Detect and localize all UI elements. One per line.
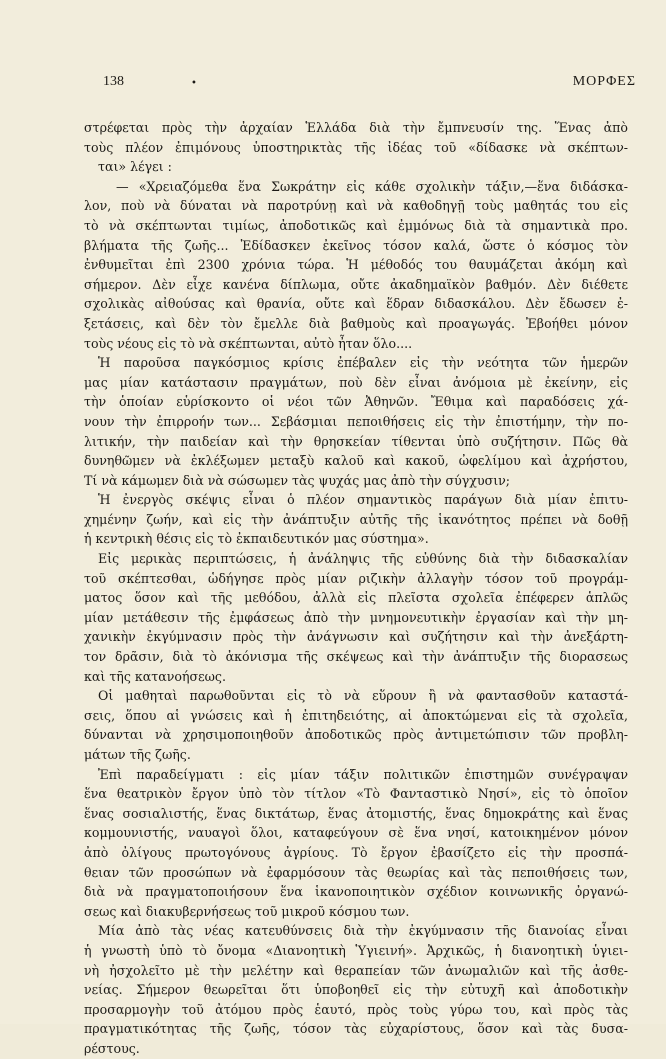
- text-line: Οἱ μαθηταὶ παρωθοῦνται εἰς τὸ νὰ εὕρουν ἢ νὰ φαντασθοῦν καταστά-: [98, 688, 628, 704]
- text-line: ματος ὅσον καὶ τῆς μεθόδου, ἀλλὰ εἰς πλεῖστα σχολεῖα ἐπέφερεν ἁπλῶς: [84, 590, 628, 606]
- text-line: τοὺς πλέον ἐπιμόνους ὑποστηρικτὰς τῆς ἰδέας τοῦ «δίδασκε νὰ σκέπτων-: [84, 139, 628, 155]
- text-line: δύνανται νὰ χρησιμοποιηθοῦν ἀποδοτικῶς πρὸς ἀντιμετώπισιν τῶν προβλη-: [84, 727, 628, 743]
- text-line: ξετάσεις, καὶ δὲν τὸν ἔμελλε διὰ βαθμοὺς καὶ προαγωγάς. Ἐβοήθει μόνον: [84, 315, 628, 331]
- text-line: στρέφεται πρὸς τὴν ἀρχαίαν Ἑλλάδα διὰ τὴν ἔμπνευσίν της. Ἕνας ἀπὸ: [84, 120, 628, 135]
- text-line: Τί νὰ κάμωμεν διὰ νὰ σώσωμεν τὰς ψυχάς μας ἀπὸ τὴν σύγχυσιν;: [84, 472, 511, 488]
- header-mark: •: [191, 78, 197, 89]
- text-line: προσαρμογὴν τοῦ ἀτόμου πρὸς ἑαυτό, πρὸς τοὺς γύρω του, καὶ πρὸς τὰς: [84, 1001, 628, 1017]
- text-line: Ἐπὶ παραδείγματι : εἰς μίαν τάξιν πολιτικῶν ἐπιστημῶν συνέγραψαν: [98, 766, 628, 782]
- text-line: ἡ κεντρικὴ θέσις εἰς τὸ ἐκπαιδευτικόν μας σύστημα».: [84, 531, 429, 547]
- text-line: λιτικήν, τὴν παιδείαν καὶ τὴν θρησκείαν τίθενται ὑπὸ συζήτησιν. Πῶς θὰ: [84, 433, 628, 449]
- text-line: Ἡ παροῦσα παγκόσμιος κρίσις ἐπέβαλεν εἰς τὴν νεότητα τῶν ἡμερῶν: [98, 355, 628, 371]
- text-line: ἕνας σοσιαλιστής, ἕνας δικτάτωρ, ἕνας ἀτομιστής, ἕνας δημοκράτης καὶ ἕνας: [84, 805, 628, 821]
- text-line: μάτων τῆς ζωῆς.: [84, 747, 191, 762]
- text-line: τοὺς νέους εἰς τὸ νὰ σκέπτωνται, αὐτὸ ἦταν ὅλο....: [84, 335, 413, 351]
- text-line: ρέστους.: [84, 1040, 140, 1056]
- text-line: λον, ποὺ νὰ δύναται νὰ παροτρύνῃ καὶ νὰ καθοδηγῇ τοὺς μαθητάς του εἰς: [84, 198, 628, 214]
- text-line: βλήματα τῆς ζωῆς... Ἐδίδασκεν ἐκεῖνος τόσον καλά, ὥστε ὁ κόσμος τὸν: [84, 237, 628, 253]
- text-line: Μία ἀπὸ τὰς νέας κατευθύνσεις διὰ τὴν ἐκγύμνασιν τῆς διανοίας εἶναι: [98, 923, 628, 939]
- text-line: μας μίαν κατάστασιν πραγμάτων, ποὺ δὲν εἶναι ἀνόμοια μὲ ἐκείνην, εἰς: [84, 374, 628, 390]
- text-line: κομμουνιστής, ναυαγοὶ ὅλοι, καταφεύγουν σὲ ἕνα νησί, κατοικημένον μόνον: [84, 825, 628, 841]
- text-line: καὶ τῆς κατανοήσεως.: [84, 668, 226, 684]
- text-line: μίαν μετάθεσιν τῆς ἐμφάσεως ἀπὸ τὴν μνημονευτικὴν ἐργασίαν καὶ τὴν μη-: [84, 609, 628, 625]
- text-line: ἡ γνωστὴ ὑπὸ τὸ ὄνομα «Διανοητικὴ Ὑγιεινή». Ἀρχικῶς, ἡ διανοητικὴ ὑγιει-: [84, 942, 628, 958]
- text-line: τοῦ σκέπτεσθαι, ὡδήγησε πρὸς μίαν ριζικὴν ἀλλαγὴν τόσον τοῦ προγράμ-: [84, 570, 628, 586]
- text-line: νείας. Σήμερον θεωρεῖται ὅτι ὑποβοηθεῖ εἰς τὴν εὐτυχῆ καὶ ἀποδοτικὴν: [84, 982, 628, 998]
- text-line: τὴν ὁποίαν εὑρίσκοντο οἱ νέοι τῶν Ἀθηνῶν. Ἔθιμα καὶ παραδόσεις χά-: [84, 394, 628, 410]
- text-line: ἕνα θεατρικὸν ἔργον ὑπὸ τὸν τίτλον «Τὸ Φανταστικὸ Νησί», εἰς τὸ ὁποῖον: [84, 786, 628, 802]
- text-line: ἐνθυμεῖται ἐπὶ 2300 χρόνια τώρα. Ἡ μέθοδός του θαυμάζεται ἀκόμη καὶ: [84, 257, 628, 273]
- body-text: [84, 118, 628, 1059]
- text-line: χημένην ζωήν, καὶ εἰς τὴν ἀνάπτυξιν αὐτῆς τῆς ἱκανότητος πρέπει νὰ δοθῇ: [84, 511, 628, 527]
- text-line: Εἰς μερικὰς περιπτώσεις, ἡ ἀνάληψις τῆς εὐθύνης διὰ τὴν διδασκαλίαν: [98, 551, 628, 567]
- text-line: ται» λέγει :: [98, 159, 172, 175]
- text-line: δυνηθῶμεν νὰ ἐκλέξωμεν μεταξὺ καλοῦ καὶ κακοῦ, ὠφελίμου καὶ ἀχρήστου,: [84, 453, 628, 469]
- text-line: σήμερον. Δὲν εἶχε κανένα δίπλωμα, οὔτε ἀκαδημαϊκὸν βαθμόν. Δὲν διέθετε: [84, 276, 628, 292]
- text-line: Ἡ ἐνεργὸς σκέψις εἶναι ὁ πλέον σημαντικὸς παράγων διὰ μίαν ἐπιτυ-: [98, 492, 628, 508]
- text-line: νὴ ἠσχολεῖτο μὲ τὴν μελέτην καὶ θεραπείαν τῶν ἀνωμαλιῶν καὶ τῆς ἀσθε-: [84, 962, 628, 978]
- text-line: ἀπὸ ὀλίγους πρωτογόνους ἀγρίους. Τὸ ἔργον ἐβασίζετο εἰς τὴν προσπά-: [84, 844, 628, 860]
- text-line: σχολικὰς αἰθούσας καὶ θρανία, οὔτε καὶ ἕδραν διδασκάλου. Δὲν ἔδωσεν ἐ-: [84, 296, 628, 312]
- text-line: τὸ νὰ σκέπτωνται τιμίως, ἀποδοτικῶς καὶ ἐμμόνως διὰ τὰ σημαντικὰ προ.: [84, 217, 628, 233]
- page-number: 138: [103, 74, 124, 89]
- text-line: σεως καὶ διακυβερνήσεως τοῦ μικροῦ κόσμου των.: [84, 903, 410, 919]
- text-line: διὰ νὰ πραγματοποιήσουν ἕνα ἱκανοποιητικὸν σχέδιον κοινωνικῆς ὀργανώ-: [84, 884, 628, 900]
- text-line: τον δρᾶσιν, διὰ τὸ ἀκόνισμα τῆς σκέψεως καὶ τὴν ἀνάπτυξιν τῆς διορασεως: [84, 649, 628, 665]
- text-line: πραγματικότητας τῆς ζωῆς, τόσον τὰς εὐχαρίστους, ὅσον καὶ τὰς δυσα-: [84, 1021, 628, 1037]
- running-title: ΜΟΡΦΕΣ: [572, 74, 636, 89]
- text-line: — «Χρειαζόμεθα ἕνα Σωκράτην εἰς κάθε σχολικὴν τάξιν,—ἕνα διδάσκα-: [116, 178, 628, 194]
- text-line: χανικὴν ἐκγύμνασιν πρὸς τὴν ἀνάγνωσιν καὶ συζήτησιν καὶ τὴν ἀνεξάρτη-: [84, 629, 628, 645]
- text-line: σεις, ὅπου αἱ γνώσεις καὶ ἡ ἐπιτηδειότης, αἱ ἀποκτώμεναι εἰς τὰ σχολεῖα,: [84, 707, 628, 723]
- text-line: θειαν τῶν προσώπων νὰ ἐφαρμόσουν τὰς θεωρίας καὶ τὰς πεποιθήσεις των,: [84, 864, 628, 880]
- page-header: [103, 74, 636, 94]
- text-line: νουν τὴν ἐπιρροήν των... Σεβάσμιαι πεποιθήσεις εἰς τὴν ἐπιστήμην, τὴν πο-: [84, 413, 628, 429]
